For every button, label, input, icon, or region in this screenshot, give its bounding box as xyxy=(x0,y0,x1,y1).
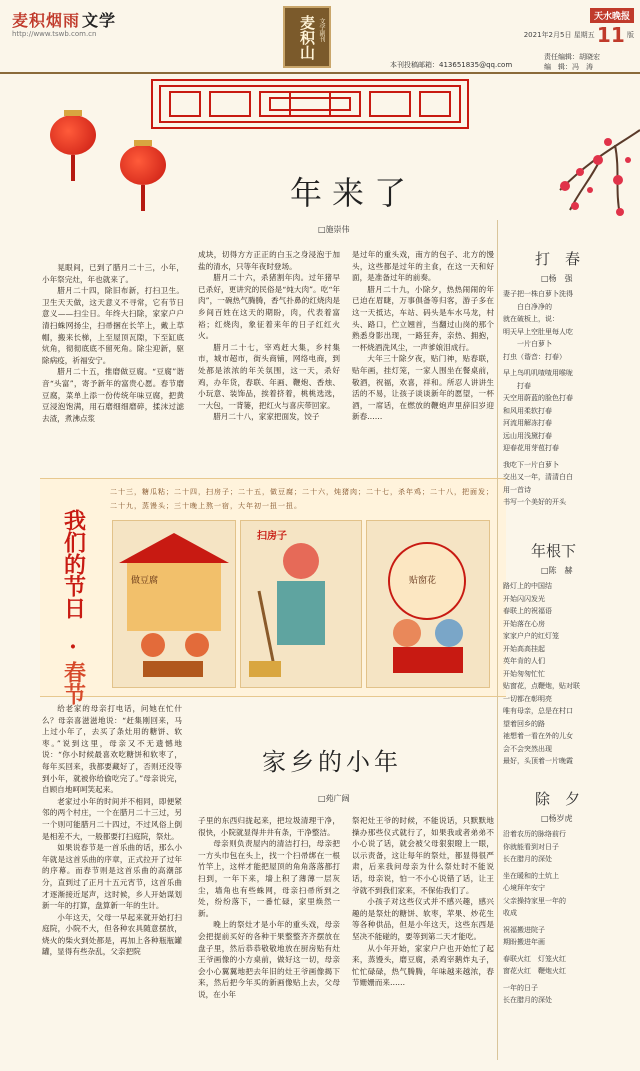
masthead xyxy=(283,6,331,68)
paragraph: 小年这天，父母一早起来就开始打扫庭院，小院不大，但各种农具随意摆放，烧火的柴火到处都是，再加上各种瓶瓶罐罐，显得有些杂乱，父亲把院 xyxy=(42,912,182,957)
poem-line: 天空用蔚蓝的脸色打春 xyxy=(503,394,573,402)
family-scene-icon xyxy=(367,521,489,687)
window-lattice-decoration xyxy=(150,78,470,130)
paragraph: 大年三十除夕夜，贴门神，贴春联，贴年画，挂灯笼，一家人围坐在餐桌前，敬酒，祝福，欢喜，祥和。所忍人讲讲生活的不易，让孩子谈谈新年的愿望，一杯酒，一席话，在燃放的鞭炮声里辞旧岁迎新春…… xyxy=(352,354,494,422)
poem-daChun xyxy=(503,248,633,509)
poem-title: 除 夕 xyxy=(535,790,581,808)
site-url[interactable]: http://www.tswb.com.cn xyxy=(12,30,97,38)
poem-line: 沿着农历的脉络前行 xyxy=(503,830,566,838)
article2-column-1 xyxy=(42,703,182,958)
poem-line: 明天早上空肚里每人吃 xyxy=(503,327,573,336)
header-rule xyxy=(0,72,640,74)
poem-line: 就在破板上，说： xyxy=(503,315,559,323)
poem-author: □陈 赫 xyxy=(541,566,573,575)
paragraph: 晃眼间，已到了腊月二十三，小年，小年祭完灶，年也就来了。 xyxy=(42,263,184,284)
poem-line: 白白净净的 xyxy=(503,302,552,311)
festival-label-dot: · xyxy=(69,634,77,660)
column-divider xyxy=(497,220,498,1060)
poem-line: 路灯上的中国结 xyxy=(503,582,552,590)
poem-line: 祂想着一看在外的儿女 xyxy=(503,732,573,740)
submission-email[interactable]: 本刊投稿邮箱：413651835@qq.com xyxy=(390,61,513,69)
poem-author: □杨岁虎 xyxy=(541,814,573,823)
article1-column-2 xyxy=(198,249,340,423)
issue-weekday: 星期五 xyxy=(573,31,595,39)
poem-line: 收成 xyxy=(503,909,517,917)
poem-title: 年根下 xyxy=(531,542,577,560)
poem-line: 打春 xyxy=(503,381,531,390)
paragraph: 腊月二十七，宰鸡赶大集，乡村集市，城市超市，街头商铺，网络电商，到处都是浓浓的年关氛围，这一天，杀好鸡，办年货，春联、年画、鞭炮、香烛、小玩意、装饰品，挨着挤着，桃桃选选，一大包，一背篓，把红火与喜庆带回家。 xyxy=(198,342,340,410)
poem-line: 开始高高挂起 xyxy=(503,644,545,653)
poem-line: 祝福搬进院子 xyxy=(503,925,545,934)
poem-line: 我吃下一片白萝卜 xyxy=(503,460,559,469)
poem-line: 英年肯的人们 xyxy=(503,657,545,665)
poem-line: 最好，头顶着一片晚霞 xyxy=(503,757,573,765)
logo-text: 麦积烟雨 xyxy=(12,11,81,30)
poem-line: 妻子把一株白萝卜洗得 xyxy=(503,290,573,298)
page-number: 11 xyxy=(596,23,625,47)
page-unit: 版 xyxy=(627,31,634,39)
masthead-sub: 文学副刊 xyxy=(318,18,325,42)
illustration-caption: 贴窗花 xyxy=(409,576,437,586)
brand-logo xyxy=(12,8,116,31)
festival-label xyxy=(54,494,92,705)
poem-nianGenXia xyxy=(503,540,633,768)
poem-line: 贴窗花，点鞭炮，贴对联 xyxy=(503,682,580,690)
paragraph: 如果说春节是一首乐曲的话，那么小年就是这首乐曲的序章，正式拉开了过年的序幕。而春节则是这首乐曲的高潮部分，直到过了正月十五元宵节，这首乐曲才逐渐接近尾声，这时候，乡人开始谋划新一年的打算，盘算新一年的生计。 xyxy=(42,843,182,911)
festival-label-bottom: 春节 xyxy=(60,661,87,705)
poem-line: 远山用浅黛打春 xyxy=(503,431,552,440)
poem-line: 望着回乡的路 xyxy=(503,719,545,728)
article1-byline: □施崇伟 xyxy=(318,225,350,234)
illustration-tofu xyxy=(112,520,236,688)
design-line: 编 辑：冯 涛 xyxy=(544,63,593,71)
poem-body xyxy=(503,580,633,768)
poem-line: 春联火红 灯笼火红 xyxy=(503,954,566,963)
paragraph: 腊月二十八，家家把面发，饺子 xyxy=(213,412,320,422)
editor-line: 责任编辑：胡晓宏 xyxy=(544,53,600,61)
poem-line: 打虫（谐音：打春） xyxy=(503,352,566,361)
illustration-papercut xyxy=(366,520,490,688)
lanterns-decoration xyxy=(50,105,170,265)
logo-suffix: 文学 xyxy=(82,11,117,30)
article2-column-2 xyxy=(198,815,340,1001)
poem-line: 一片白萝卜 xyxy=(503,340,552,348)
poem-line: 长在腊月的深处 xyxy=(503,996,552,1004)
poem-line: 开始闪闪发光 xyxy=(503,594,545,603)
paragraph: 腊月二十六，杀猪割年肉。过年猪早已杀好，更讲究的民俗是“炖大肉”。吃“年肉”，一碗热气腾腾，香气扑鼻的红烧肉是乡间百姓在这天的期盼，肉，代表着富裕；红烧肉，象征着来年的日子红红火火。 xyxy=(198,273,340,341)
lantern-icon xyxy=(50,115,96,155)
poem-line: 你就能看到对日子 xyxy=(503,842,559,851)
poem-line: 早上鸟叽叽喳喳用喉咙 xyxy=(503,369,573,377)
plum-blossom-decoration xyxy=(520,120,640,230)
paragraph: 老家过小年的时间并不相同，即便紧邻的两个村庄，一个在腊月二十三过，另一个则可能腊月二十四过，不过风俗上倒是相差不大，一般都要打扫庭院，祭灶。 xyxy=(42,796,182,841)
issue-date: 2021年2月5日 xyxy=(523,31,572,39)
paragraph: 子里的东西归拢起来，把垃圾清理干净，很快，小院就显得井井有条，干净整洁。 xyxy=(198,816,340,837)
paragraph: 腊月二十九，小除夕，热热闹闹的年已迫在眉睫，万事俱备等归客，游子多在这一天抵达，车站、码头是车水马龙，村头、路口，伫立翘首，当翻过山岗的那个熟悉身影出现，一路狂奔，亲热、拥抱，一杯烧酒洗风尘，一声爹娘泪成行。 xyxy=(352,284,494,352)
poem-chuXi xyxy=(503,788,633,1007)
paragraph: 给老家的母亲打电话，问她在忙什么？母亲喜滋滋地说：“赶集刚回来，马上过小年了，去买了条灶用的糖饼、软枣。”说到这里，母亲又不无遗憾地说：“你小时候最喜欢吃糖饼和软枣了，每年买回来，我都要藏好了，否则还没等到小年，就被你给偷吃完了。”母亲说完，自顾自地呵呵笑起来。 xyxy=(42,704,182,795)
paragraph: 祭祀灶王爷的时候，不能说话，只默默地操办那些仪式就行了，如果我或者弟弟不小心说了话，就会被父母狠狠瞪上一眼，以示责备，这让每年的祭灶，都显得很严肃，后来我问母亲为什么祭灶时不能说话，母亲说，怕一不小心说错了话，让王爷就不到我们家来，不保佑我们了。 xyxy=(352,816,494,895)
article2-byline: □苑广阔 xyxy=(318,794,350,803)
poem-title: 打 春 xyxy=(535,250,581,268)
article2-column-3 xyxy=(352,815,494,989)
illustration-caption: 做豆腐 xyxy=(131,576,159,586)
poem-line: 唯有母亲，总是在村口 xyxy=(503,707,573,715)
poem-line: 期盼搬进年画 xyxy=(503,938,545,946)
paragraph: 母亲则负责屋内的清洁打扫，母亲把一方头巾包在头上，找一个扫帚绑在一根竹竿上，这样才能把屋顶的角角落落都打扫到，一年下来，墙上积了薄薄一层灰尘，墙角也有些蛛网，母亲扫帚所到之处，纷纷落下，一番忙碌，家里焕然一新。 xyxy=(198,839,340,918)
poem-line: 开始落在心房 xyxy=(503,619,545,628)
poem-line: 坐在暖和的土炕上 xyxy=(503,871,559,880)
festival-dates-rhyme: 二十三，糖瓜粘；二十四，扫房子；二十五，做豆腐；二十六，炖猪肉；二十七，杀年鸡；二十八，把面发；二十九，蒸馒头；三十晚上熬一宿，大年初一扭一扭。 xyxy=(110,488,494,510)
poem-line: 心境拜年安宁 xyxy=(503,884,545,892)
poem-line: 交出又一年，清清白白 xyxy=(503,473,573,481)
article2-title: 家乡的小年 xyxy=(262,748,402,776)
poem-line: 用一首诗 xyxy=(503,485,531,494)
issue-info xyxy=(524,8,634,47)
paragraph: 从小年开始，家家户户也开始忙了起来，蒸馒头，磨豆腐，杀鸡宰鹅炸丸子，忙忙碌碌，热气腾腾，年味越来越浓，春节姗姗而来…… xyxy=(352,943,494,988)
masthead-title: 麦积山 xyxy=(298,14,316,60)
article1-title: 年来了 xyxy=(290,174,417,212)
poem-line: 河流用解冻打春 xyxy=(503,419,552,427)
poem-body xyxy=(503,828,633,1007)
paragraph: 晚上的祭灶才是小年的重头戏，母亲会把提前买好的各种干果整整齐齐摆放在盘子里，然后恭恭敬敬地放在厨房贴有灶王爷画像的小方桌前，做好这一切，母亲会小心翼翼地把去年旧的灶王爷画像揭下来，然后把今年买的新画像贴上去，父母说，在小年 xyxy=(198,920,340,999)
poem-line: 书写一个美好的开头 xyxy=(503,498,566,506)
poem-line: 父亲操持家里一年的 xyxy=(503,896,566,905)
poem-line: 和风用柔软打春 xyxy=(503,406,552,415)
house-scene-icon xyxy=(113,521,235,687)
poem-line: 开始匆匆忙忙 xyxy=(503,669,545,678)
paragraph: 腊月二十四，除旧布新，打扫卫生。卫生天天做，这天意义不寻常，它有节日意义——扫尘日。年终大扫除，家家户户清扫蛛网扬尘，扫帚捆在长竿上，戴上草帽，搬来长梯，上至屋顶瓦隙，下至缸底炕角，彻彻底底不留死角。除尘迎新，驱除病疫，祈福安宁。 xyxy=(42,286,184,365)
sweeping-scene-icon xyxy=(241,521,361,687)
article1-column-1 xyxy=(42,262,184,424)
poem-line: 春联上的祝福语 xyxy=(503,607,552,615)
poem-line: 一年的日子 xyxy=(503,983,538,992)
paragraph: 成块，切得方方正正的白玉之身浸泡于加盐的清水，只等年夜时登场。 xyxy=(198,250,340,271)
poem-line: 一切都在彰明亮 xyxy=(503,694,552,703)
illustration-sweeping xyxy=(240,520,362,688)
lantern-icon xyxy=(120,145,166,185)
paragraph: 小孩子对这些仪式并不感兴趣，感兴趣的是祭灶的糖饼、软枣，苹果、炒花生等各种供品，但是小年这天，这些东西是坚决不能碰的，要等到第二天才能吃。 xyxy=(352,897,494,941)
poem-body xyxy=(503,288,633,509)
poem-line: 迎春花用芽苞打春 xyxy=(503,444,559,452)
paragraph: 是过年的重头戏，南方的包子、北方的馒头，这些都是过年的主食，在这一天和好面，是准备过年的前奏。 xyxy=(352,250,494,283)
poem-line: 窗花火红 鞭炮火红 xyxy=(503,967,566,975)
poem-line: 家家户户的红灯笼 xyxy=(503,632,559,640)
poem-line: 长在腊月的深处 xyxy=(503,855,552,863)
poem-author: □杨 强 xyxy=(541,274,573,283)
article1-column-3 xyxy=(352,249,494,423)
poem-line: 会不会突然出现 xyxy=(503,744,552,753)
paper-name: 天水晚报 xyxy=(590,8,634,23)
paragraph: 腊月二十五，推磨做豆腐。“豆腐”谐音“头富”，寄予新年的富贵心愿。春节磨豆腐，菜单上添一份传统年味豆腐，把黄豆浸泡饱满，用石磨细细磨碎，揉沫过滤去渣，煮沸点浆 xyxy=(42,367,184,423)
editor-credits xyxy=(544,52,600,72)
illustration-caption: 扫房子 xyxy=(257,531,287,542)
festival-label-top: 我们的节日 xyxy=(60,509,87,619)
